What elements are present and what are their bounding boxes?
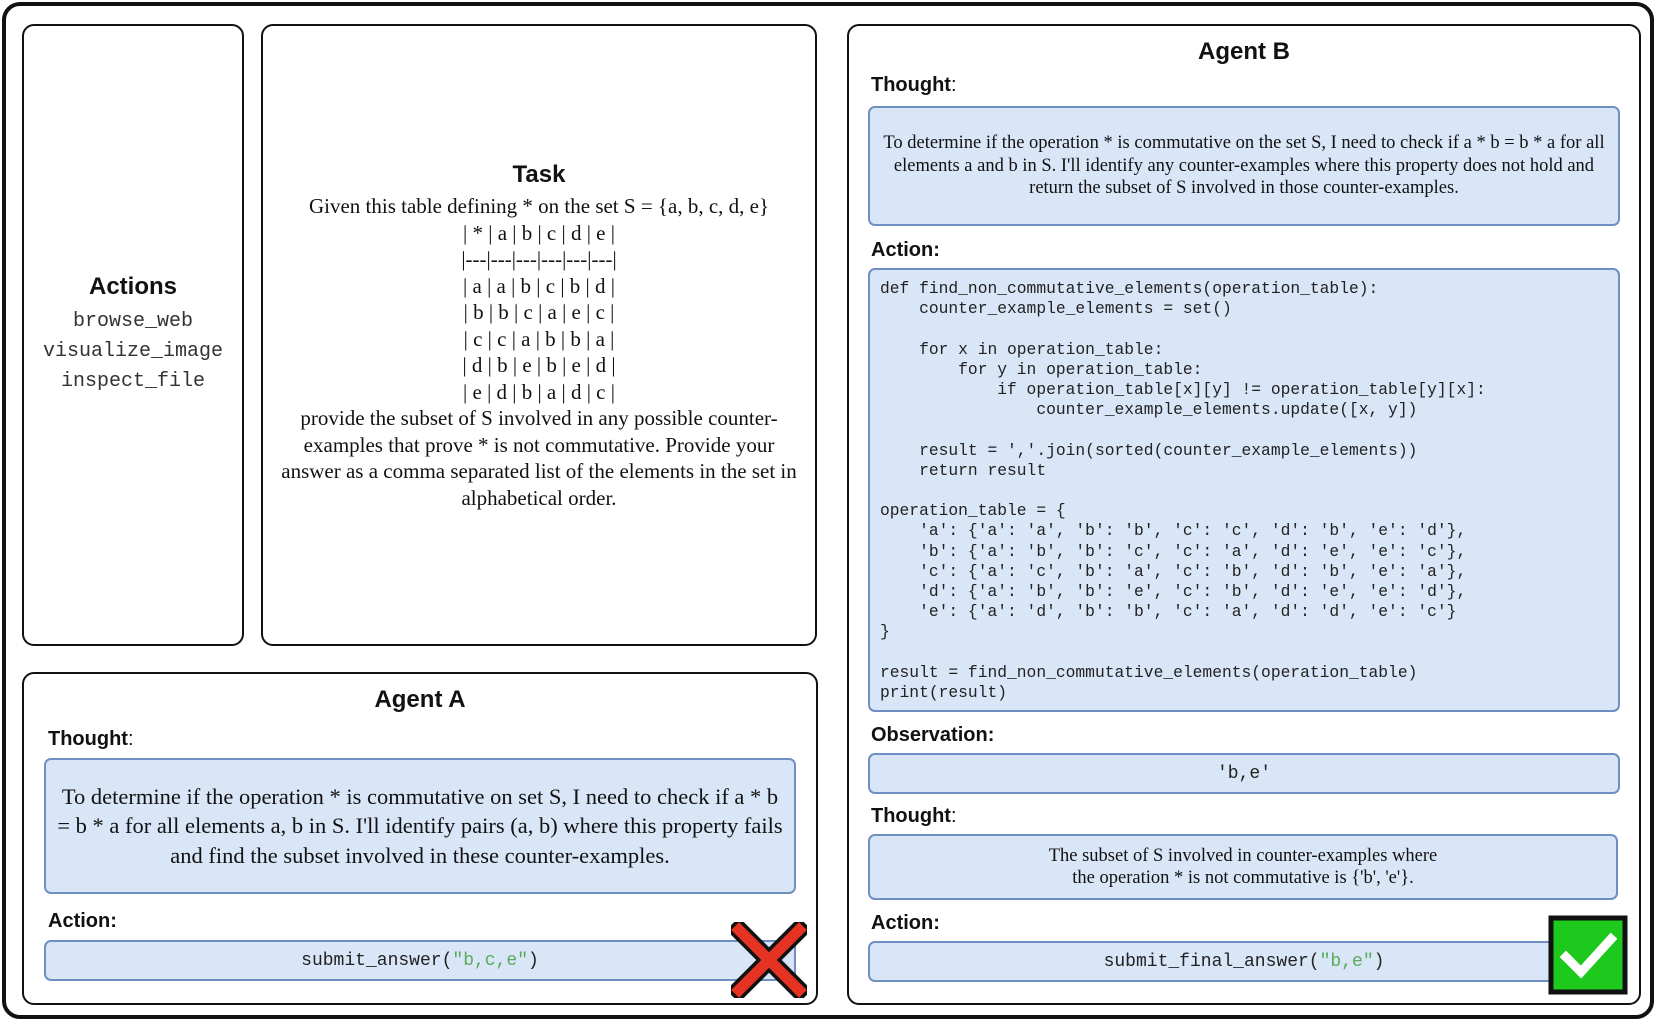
agent-b-observation-label: Observation: [871, 724, 995, 746]
action-item-inspect-file: inspect_file [60, 370, 206, 393]
agent-a-thought-box [44, 758, 796, 894]
agent-a-title: Agent A [374, 686, 466, 713]
task-table-row: | e | d | b | a | d | c | [463, 379, 615, 404]
action-item-browse-web: browse_web [72, 310, 194, 333]
task-outro: provide the subset of S involved in any possible counter-examples that prove * is not commutative. Provide your answer as a comma separated list of the elements in the set in alphabetical order. [281, 406, 797, 510]
actions-panel [22, 24, 244, 646]
agent-b-action2-box [868, 941, 1620, 982]
agent-b-thought-text: To determine if the operation * is commutative on the set S, I need to check if a * b = b * a for all elements a and b in S. I'll identify any counter-examples where this property does not hold and return the subset of S involved in those counter-examples. [883, 133, 1605, 199]
agent-a-panel [22, 672, 818, 1005]
agent-a-thought-text: To determine if the operation * is commutative on set S, I need to check if a * b = b * a for all elements a, b in S. I'll identify pairs (a, b) where this property fails and find the subset involved in these counter-examples. [57, 783, 783, 868]
agent-a-action-box [44, 940, 796, 981]
task-table-row: | d | b | e | b | e | d | [462, 353, 616, 377]
action-item-visualize-image: visualize_image [42, 340, 224, 363]
task-table-row: | b | b | c | a | e | c | [463, 300, 615, 324]
task-table-row: | * | a | b | c | d | e | [463, 220, 615, 245]
agent-b-code: def find_non_commutative_elements(operation_table): counter_example_elements = set() for x in operation_table: for y in operation_table: if operation_table[x][y] != operation_table[y][x]: counter_example_elements.update([x, y]) result = ','.join(sorted(counter_example_elements)) return result operation_table = { 'a': {'a': 'a', 'b': 'b', 'c': 'c', 'd': 'b', 'e': 'd'}, 'b': {'a': 'b', 'b': 'c', 'c': 'a', 'd': 'e', 'e': 'c'}, 'c': {'a': 'c', 'b': 'a', 'c': 'b', 'd': 'b', 'e': 'a'}, 'd': {'a': 'b', 'b': 'e', 'c': 'b', 'd': 'e', 'e': 'd'}, 'e': {'a': 'd', 'b': 'b', 'c': 'a', 'd': 'd', 'e': 'c'} } result = find_non_commutative_elements(operation_table) print(result) [880, 279, 1486, 703]
agent-a-action-label: Action: [48, 910, 117, 932]
agent-b-thought-label: Thought: [871, 74, 957, 96]
agent-b-observation-box [868, 753, 1620, 794]
task-table-row: | a | a | b | c | b | d | [463, 273, 615, 298]
correct-check-icon [1548, 915, 1628, 995]
agent-a-thought-label: Thought: [48, 728, 134, 750]
agent-b-action2-code: submit_final_answer("b,e") [1103, 951, 1385, 972]
agent-b-title: Agent B [1198, 38, 1290, 65]
incorrect-x-icon [731, 922, 807, 998]
agent-b-thought2-line1: The subset of S involved in counter-examples where [1048, 845, 1438, 866]
agent-b-thought2-box [868, 834, 1618, 900]
agent-b-code-box [868, 268, 1620, 712]
task-intro: Given this table defining * on the set S = {a, b, c, d, e} [308, 194, 770, 218]
agent-b-thought2-line2: the operation * is not commutative is {'b', 'e'}. [1072, 868, 1414, 888]
agent-b-thought-box [868, 106, 1620, 226]
agent-b-observation-text: 'b,e' [1216, 763, 1271, 784]
agent-b-action-label: Action: [871, 239, 940, 261]
agent-b-thought2-label: Thought: [871, 805, 957, 827]
agent-b-panel [847, 24, 1641, 1005]
task-panel [261, 24, 817, 646]
task-title: Task [512, 161, 566, 188]
actions-title: Actions [88, 273, 177, 300]
agent-b-action2-label: Action: [871, 912, 940, 934]
agent-a-action-code: submit_answer("b,c,e") [301, 950, 539, 971]
task-table-row: | c | c | a | b | b | a | [463, 326, 615, 351]
task-table-row: |---|---|---|---|---|---| [461, 247, 617, 271]
